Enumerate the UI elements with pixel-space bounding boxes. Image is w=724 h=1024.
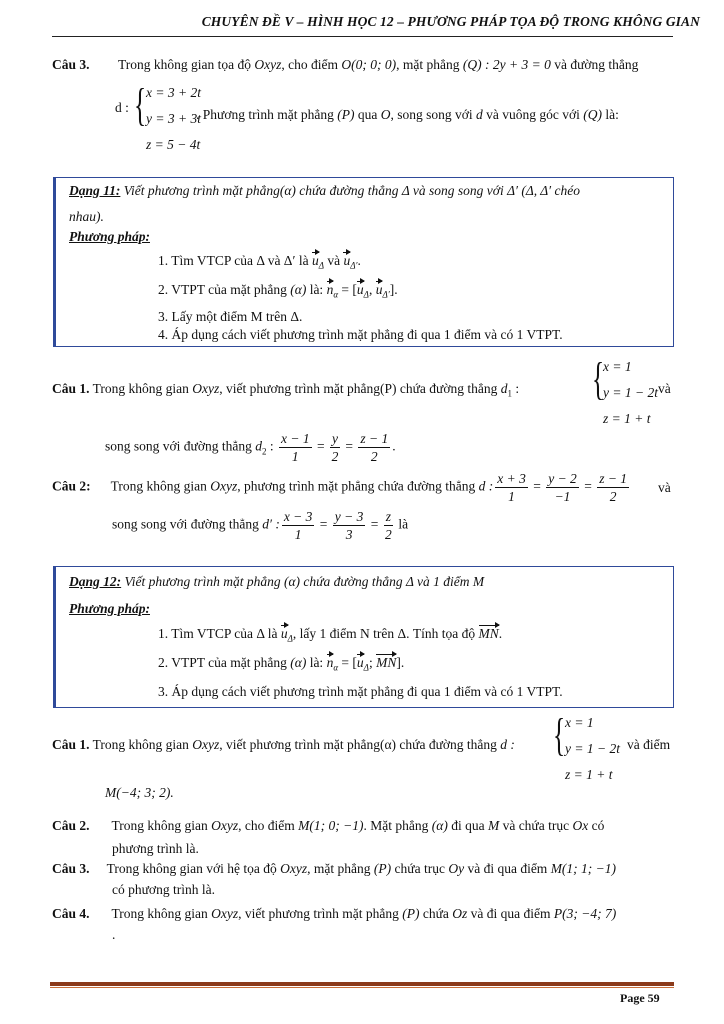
page-number: Page 59 bbox=[620, 991, 660, 1005]
text: 2. VTPT của mặt phẳng bbox=[158, 655, 291, 670]
text: có bbox=[588, 818, 605, 833]
denominator: 2 bbox=[331, 449, 339, 464]
math: (Q) : 2y + 3 = 0 bbox=[462, 57, 551, 72]
question-3-line1 bbox=[52, 57, 638, 73]
text: , viết phương trình mặt phẳng(α) chứa đường thẳng bbox=[219, 737, 501, 752]
vector: u bbox=[311, 253, 319, 268]
vector: u bbox=[356, 282, 364, 297]
numerator: y − 3 bbox=[334, 509, 364, 524]
math: O bbox=[380, 107, 391, 122]
math: M(1; 0; −1) bbox=[298, 818, 364, 833]
equation: x = 1 bbox=[603, 359, 632, 374]
text: ]. bbox=[389, 282, 398, 297]
math: (α) bbox=[431, 818, 448, 833]
numerator: x + 3 bbox=[497, 471, 526, 486]
text: Viết phương trình mặt phẳng(α) chứa đường thẳng Δ và song song với Δ′ (Δ, Δ′ chéo bbox=[120, 183, 580, 198]
text: . bbox=[498, 626, 503, 641]
text: và bbox=[658, 480, 671, 495]
text: là: bbox=[306, 655, 327, 670]
text: 2. VTPT của mặt phẳng bbox=[158, 282, 291, 297]
text: , viết phương trình mặt phẳng(P) chứa đường thẳng bbox=[219, 381, 501, 396]
question-label: Câu 1. bbox=[52, 381, 90, 396]
page-header: CHUYÊN ĐỀ V – HÌNH HỌC 12 – PHƯƠNG PHÁP TỌA ĐỘ TRONG KHÔNG GIAN bbox=[201, 14, 700, 29]
fraction bbox=[330, 430, 340, 465]
dang-12-step2 bbox=[158, 655, 404, 673]
numerator: y − 2 bbox=[548, 471, 577, 486]
math: Oxyz bbox=[211, 906, 239, 921]
text: phương trình là. bbox=[112, 841, 199, 856]
text: và đi qua điểm bbox=[464, 861, 551, 876]
numerator: y bbox=[331, 431, 338, 446]
text: và điểm bbox=[627, 737, 671, 752]
text: . Mặt phẳng bbox=[363, 818, 432, 833]
text: là: bbox=[601, 107, 619, 122]
math: (α) bbox=[290, 282, 307, 297]
math: P(3; −4; 7) bbox=[553, 906, 617, 921]
text: , lấy 1 điểm N trên Δ. Tính tọa độ bbox=[292, 626, 479, 641]
equation: y = 1 − 2t bbox=[603, 385, 658, 400]
equation-system bbox=[565, 710, 620, 788]
math: (P) bbox=[402, 906, 420, 921]
question-3-line2 bbox=[196, 107, 619, 123]
math: d : bbox=[478, 478, 494, 494]
text: Trong không gian bbox=[111, 818, 212, 833]
vector: MN bbox=[478, 626, 499, 641]
text: 1. Tìm VTCP của Δ là bbox=[158, 626, 281, 641]
math: M(1; 1; −1) bbox=[550, 861, 617, 876]
question-2-line1 bbox=[52, 470, 631, 505]
vector: n bbox=[326, 655, 334, 670]
fraction bbox=[546, 470, 579, 505]
vector: u bbox=[356, 655, 364, 670]
numerator: x − 3 bbox=[283, 509, 313, 524]
question-2-line2 bbox=[112, 508, 408, 543]
text: , viết phương trình mặt phẳng bbox=[238, 906, 403, 921]
equation-system bbox=[603, 354, 658, 432]
text: ; bbox=[368, 655, 377, 670]
sub: α bbox=[333, 662, 339, 673]
question-3-dname: d : bbox=[115, 100, 129, 115]
denominator: 1 bbox=[508, 489, 515, 504]
equation: z = 1 + t bbox=[565, 767, 613, 782]
denominator: 1 bbox=[294, 527, 302, 542]
point-M: M(−4; 3; 2). bbox=[105, 785, 174, 800]
fraction bbox=[333, 508, 366, 543]
denominator: 2 bbox=[385, 527, 392, 542]
question-label: Câu 2: bbox=[52, 478, 91, 494]
sub: Δ′ bbox=[382, 289, 390, 300]
math: Oxyz bbox=[211, 818, 239, 833]
fraction bbox=[279, 430, 312, 465]
denominator: 3 bbox=[345, 527, 353, 542]
text: Trong không gian với hệ tọa độ bbox=[103, 861, 281, 876]
question-label: Câu 2. bbox=[52, 818, 90, 833]
numerator: z − 1 bbox=[599, 471, 628, 486]
sub: Δ bbox=[363, 662, 369, 673]
dang-11-step1 bbox=[158, 253, 361, 271]
math: d : bbox=[500, 737, 515, 752]
header-divider bbox=[52, 36, 673, 37]
math: d bbox=[255, 438, 262, 454]
math: Oxyz bbox=[192, 737, 220, 752]
numerator: z bbox=[385, 509, 392, 524]
dang-11-step4: 4. Áp dụng cách viết phương trình mặt phẳng đi qua 1 điểm và có 1 VTPT. bbox=[158, 327, 563, 342]
text: = bbox=[367, 516, 382, 532]
dang-label: Dạng 11: bbox=[69, 183, 121, 198]
dang-12-step1 bbox=[158, 626, 502, 644]
math: Oxyz bbox=[280, 861, 308, 876]
vector: u bbox=[375, 282, 383, 297]
math: Oz bbox=[452, 906, 468, 921]
text: chứa bbox=[419, 906, 453, 921]
footer-bar-thin bbox=[50, 987, 674, 988]
text: ]. bbox=[396, 655, 405, 670]
text: Viết phương trình mặt phẳng (α) chứa đường thẳng Δ và 1 điểm M bbox=[121, 574, 485, 589]
brace-icon: { bbox=[553, 709, 566, 760]
text: , mặt phẳng bbox=[307, 861, 374, 876]
denominator: 2 bbox=[370, 449, 378, 464]
text: đi qua bbox=[447, 818, 488, 833]
math: O(0; 0; 0) bbox=[341, 57, 397, 72]
math: (α) bbox=[290, 655, 307, 670]
text: . Phương trình mặt phẳng bbox=[196, 107, 338, 122]
text: = [ bbox=[338, 655, 357, 670]
question-3b-line1 bbox=[52, 861, 616, 877]
text: Trong không gian bbox=[110, 478, 211, 494]
fraction bbox=[384, 508, 393, 543]
dang-11-title-cont: nhau). bbox=[69, 209, 104, 224]
fraction bbox=[597, 470, 629, 505]
dang-11-step3: 3. Lấy một điểm M trên Δ. bbox=[158, 309, 303, 324]
text: : bbox=[511, 381, 520, 396]
footer-bar bbox=[50, 982, 674, 986]
vector: u bbox=[343, 253, 351, 268]
text: = bbox=[529, 478, 545, 494]
question-1b-line1 bbox=[52, 737, 515, 753]
math: d bbox=[500, 381, 508, 396]
math: d′ : bbox=[262, 516, 280, 532]
sub: 2 bbox=[261, 446, 267, 457]
text: = bbox=[316, 516, 331, 532]
text: song song với đường thẳng bbox=[105, 438, 256, 454]
method-label: Phương pháp: bbox=[69, 601, 150, 616]
denominator: 1 bbox=[291, 449, 299, 464]
text: : bbox=[266, 438, 277, 454]
denominator: 2 bbox=[609, 489, 617, 504]
equation: z = 5 − 4t bbox=[146, 137, 201, 152]
math: Oy bbox=[448, 861, 465, 876]
dang-12-title bbox=[69, 574, 484, 590]
equation: x = 3 + 2t bbox=[146, 85, 201, 100]
numerator: z − 1 bbox=[360, 431, 389, 446]
text: là: bbox=[306, 282, 327, 297]
text: là bbox=[395, 516, 409, 532]
text: có phương trình là. bbox=[112, 882, 215, 897]
math: d bbox=[475, 107, 483, 122]
sub: Δ bbox=[318, 260, 324, 271]
denominator: −1 bbox=[554, 489, 571, 504]
question-1-line2 bbox=[105, 430, 396, 465]
text: Trong không gian bbox=[89, 381, 193, 396]
text: và đi qua điểm bbox=[467, 906, 554, 921]
text: Trong không gian bbox=[89, 737, 193, 752]
sub: Δ bbox=[287, 633, 293, 644]
text: , cho điểm bbox=[281, 57, 342, 72]
vector: n bbox=[326, 282, 334, 297]
equation: y = 3 + 3t bbox=[146, 111, 201, 126]
text: qua bbox=[354, 107, 381, 122]
equation-system bbox=[146, 80, 201, 158]
question-label: Câu 4. bbox=[52, 906, 90, 921]
dang-11-step2 bbox=[158, 282, 398, 300]
text: , bbox=[368, 282, 376, 297]
equation: x = 1 bbox=[565, 715, 594, 730]
fraction bbox=[282, 508, 315, 543]
text: = bbox=[341, 438, 357, 454]
method-label: Phương pháp: bbox=[69, 229, 150, 244]
text: Trong không gian tọa độ bbox=[118, 57, 255, 72]
text: , phương trình mặt phẳng chứa đường thẳng bbox=[237, 478, 479, 494]
text: Trong không gian bbox=[111, 906, 212, 921]
math: (P) bbox=[373, 861, 392, 876]
text: = bbox=[313, 438, 328, 454]
question-label: Câu 3. bbox=[52, 861, 90, 876]
sub: Δ′ bbox=[350, 260, 358, 271]
question-1-line1 bbox=[52, 381, 519, 399]
text: , song song với bbox=[390, 107, 476, 122]
dang-11-title bbox=[69, 183, 580, 199]
vector: u bbox=[280, 626, 288, 641]
text: song song với đường thẳng bbox=[112, 516, 263, 532]
text: . bbox=[357, 253, 361, 268]
dang-12-step3: 3. Áp dụng cách viết phương trình mặt phẳng đi qua 1 điểm và có 1 VTPT. bbox=[158, 684, 563, 699]
text: = bbox=[580, 478, 596, 494]
math: (P) bbox=[337, 107, 355, 122]
text: chứa trục bbox=[391, 861, 449, 876]
sub: α bbox=[333, 289, 339, 300]
math: (Q) bbox=[583, 107, 602, 122]
text: và chứa trục bbox=[499, 818, 573, 833]
text: 1. Tìm VTCP của Δ và Δ′ là bbox=[158, 253, 312, 268]
question-2b-line1 bbox=[52, 818, 604, 834]
text: = [ bbox=[338, 282, 357, 297]
math: M bbox=[487, 818, 500, 833]
question-4b-line1 bbox=[52, 906, 616, 922]
sub: 1 bbox=[507, 388, 512, 399]
text: . bbox=[392, 438, 396, 454]
fraction bbox=[495, 470, 528, 505]
numerator: x − 1 bbox=[281, 431, 310, 446]
math: Oxyz bbox=[210, 478, 238, 494]
text: , cho điểm bbox=[238, 818, 299, 833]
text: và đường thẳng bbox=[550, 57, 639, 72]
math: Ox bbox=[572, 818, 589, 833]
equation: z = 1 + t bbox=[603, 411, 651, 426]
text: , mặt phẳng bbox=[396, 57, 463, 72]
text: và bbox=[658, 381, 671, 396]
brace-icon: { bbox=[134, 79, 147, 130]
text: và vuông góc với bbox=[482, 107, 584, 122]
fraction bbox=[358, 430, 390, 465]
brace-icon: { bbox=[592, 353, 605, 404]
dang-11-box bbox=[53, 177, 674, 347]
question-label: Câu 3. bbox=[52, 57, 90, 72]
sub: Δ bbox=[363, 289, 369, 300]
question-label: Câu 1. bbox=[52, 737, 90, 752]
math: Oxyz bbox=[192, 381, 220, 396]
dang-label: Dạng 12: bbox=[69, 574, 122, 589]
vector: MN bbox=[376, 655, 397, 670]
text: . bbox=[112, 927, 116, 942]
math: Oxyz bbox=[254, 57, 282, 72]
text: và bbox=[323, 253, 344, 268]
equation: y = 1 − 2t bbox=[565, 741, 620, 756]
